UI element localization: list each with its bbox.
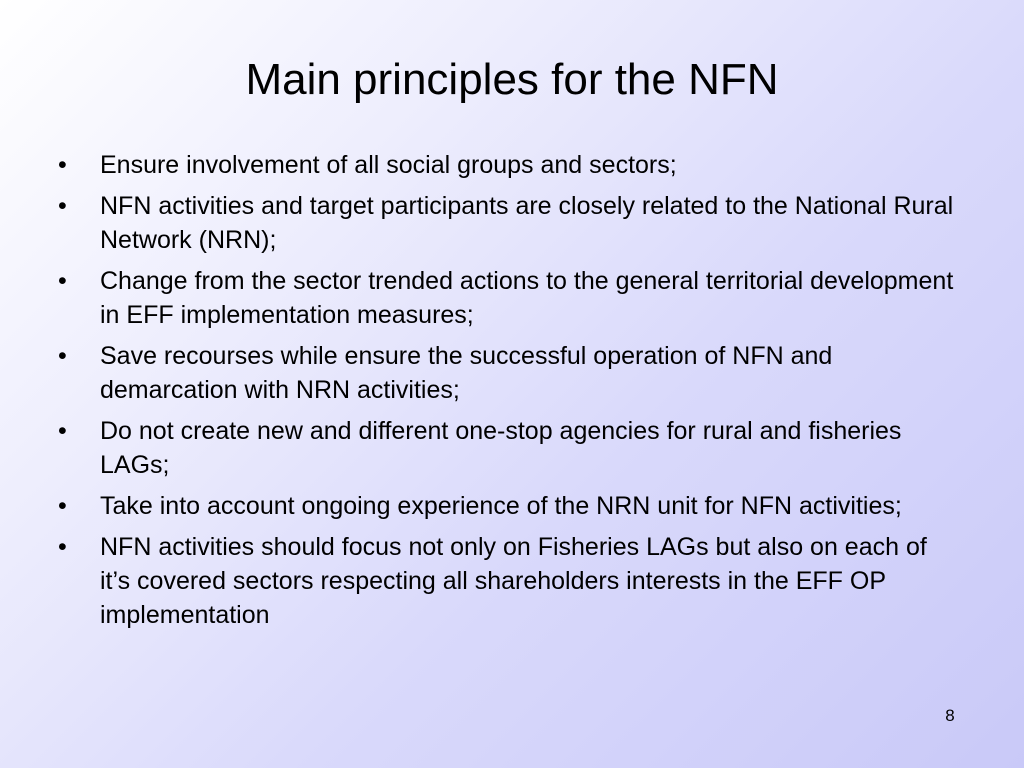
bullet-item <box>58 339 958 407</box>
bullet-list <box>58 148 958 639</box>
bullet-text: Do not create new and different one-stop agencies for rural and fisheries LAGs; <box>100 417 902 479</box>
bullet-icon: • <box>58 417 67 445</box>
bullet-item <box>58 264 958 332</box>
bullet-text: Take into account ongoing experience of the NRN unit for NFN activities; <box>100 492 902 520</box>
bullet-item <box>58 414 958 482</box>
bullet-icon: • <box>58 267 67 295</box>
bullet-item <box>58 530 958 632</box>
bullet-item <box>58 489 958 523</box>
bullet-text: NFN activities should focus not only on Fisheries LAGs but also on each of it’s covered sectors respecting all shareholders interests in the EFF OP implementation <box>100 533 927 629</box>
slide-title: Main principles for the NFN <box>245 55 779 104</box>
bullet-icon: • <box>58 192 67 220</box>
bullet-text: Ensure involvement of all social groups and sectors; <box>100 151 677 179</box>
bullet-icon: • <box>58 342 67 370</box>
bullet-text: NFN activities and target participants are closely related to the National Rural Network (NRN); <box>100 192 954 254</box>
bullet-item <box>58 148 958 182</box>
bullet-text: Save recourses while ensure the successful operation of NFN and demarcation with NRN activities; <box>100 342 833 404</box>
bullet-icon: • <box>58 151 67 179</box>
bullet-icon: • <box>58 492 67 520</box>
bullet-text: Change from the sector trended actions to the general territorial development in EFF implementation measures; <box>100 267 954 329</box>
bullet-icon: • <box>58 533 67 561</box>
bullet-item <box>58 189 958 257</box>
page-number: 8 <box>945 706 955 725</box>
